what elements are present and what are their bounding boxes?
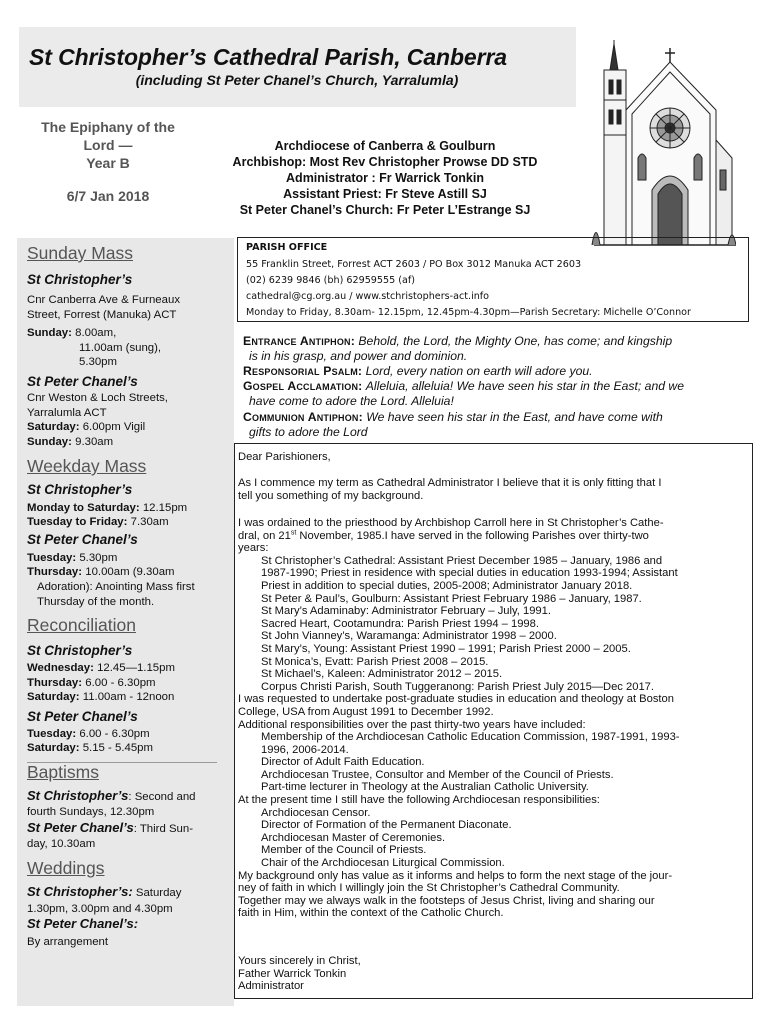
time-value: 10.00am (9.30am [85, 566, 175, 578]
parish-entry: Priest in addition to special duties, 2005-2008; Administrator January 2018. [261, 579, 633, 592]
office-heading: PARISH OFFICE [246, 242, 328, 253]
reconciliation-heading: Reconciliation [27, 615, 136, 635]
feast-line: The Epiphany of the [41, 119, 175, 135]
day-label: Tuesday to Friday: [27, 516, 128, 528]
sunday-stc-address: Street, Forrest (Manuka) ACT [27, 309, 177, 321]
reconciliation-spc-name: St Peter Chanel’s [27, 709, 138, 724]
feast-line: Lord — [83, 137, 133, 153]
letter-greeting: Dear Parishioners, [238, 451, 331, 463]
page-subtitle: (including St Peter Chanel’s Church, Yarralumla) [135, 72, 459, 88]
time-value: 12.15pm [142, 502, 188, 514]
office-phone: (02) 6239 9846 (bh) 62959555 (af) [246, 275, 416, 286]
day-label: Saturday: [27, 742, 80, 754]
letter-paragraph [238, 477, 750, 502]
antiphon-text: Lord, every nation on earth will adore you. [365, 364, 593, 378]
time-value: 7.30am [130, 516, 169, 528]
reconciliation-line [27, 661, 175, 676]
weddings-heading: Weddings [27, 858, 105, 878]
letter-line: ney of faith in which I willingly join the St Christopher’s Cathedral Community. [238, 882, 620, 895]
weekday-stc-line [27, 515, 169, 530]
antiphon-label: Gospel Acclamation: [243, 379, 363, 393]
time-value: 5.30pm [79, 552, 118, 564]
page-title: St Christopher’s Cathedral Parish, Canberra [29, 44, 507, 70]
parish-entry: St Mary’s, Young: Assistant Priest 1990 – 1991; Parish Priest 2000 – 2005. [261, 642, 631, 655]
baptisms-spc-text: day, 10.30am [27, 838, 96, 850]
responsibility-entry: Membership of the Archdiocesan Catholic Education Commission, 1987-1991, 1993- [261, 731, 680, 744]
time-value: 6.00 - 6.30pm [79, 728, 150, 740]
sunday-stc-times [27, 326, 116, 341]
weekday-stc-line [27, 501, 187, 516]
weekday-spc-line: Thursday of the month. [37, 596, 155, 608]
sunday-stc-address: Cnr Canberra Ave & Furneaux [27, 294, 181, 306]
church-name: St Peter Chanel’s: [27, 916, 139, 931]
ordinal-suffix: st [290, 528, 297, 536]
diocese-line: Administrator : Fr Warrick Tonkin [286, 171, 484, 185]
time-value: 11.00am - 12noon [82, 691, 175, 703]
responsibility-entry: Chair of the Archdiocesan Liturgical Commission. [261, 857, 505, 870]
responsibility-entry: Director of Formation of the Permanent Diaconate. [261, 819, 512, 832]
responsibility-entry: Archdiocesan Master of Ceremonies. [261, 831, 446, 844]
antiphon-label: Responsorial Psalm: [243, 364, 363, 378]
entrance-antiphon [243, 334, 753, 349]
time-value: 6.00pm Vigil [82, 421, 146, 433]
diocese-line: Archdiocese of Canberra & Goulburn [274, 139, 496, 153]
church-name: St Peter Chanel’s [27, 820, 134, 835]
weekday-spc-line [27, 551, 117, 566]
sunday-mass-heading: Sunday Mass [27, 243, 134, 263]
sunday-stc-name: St Christopher’s [27, 272, 133, 287]
reconciliation-stc-name: St Christopher’s [27, 643, 133, 658]
church-name: St Christopher’s: [27, 884, 133, 899]
baptisms-stc [27, 789, 196, 805]
parish-entry: Corpus Christi Parish, South Tuggeranong: Parish Priest July 2015—Dec 2017. [261, 680, 655, 693]
letter-line: As I commence my term as Cathedral Administrator I believe that it is only fitting that I [238, 477, 662, 489]
antiphon-text: is in his grasp, and power and dominion. [249, 349, 468, 363]
weddings-stc-text: 1.30pm, 3.00pm and 4.30pm [27, 903, 173, 915]
baptism-text: : Third Sun- [133, 823, 194, 835]
letter-line: years: [238, 542, 269, 555]
antiphon-text: We have seen his star in the East, and have come with [366, 410, 663, 424]
sunday-spc-address: Yarralumla ACT [27, 407, 107, 419]
letter-line: I was requested to undertake post-graduate studies in education and theology at Boston [238, 693, 674, 706]
communion-antiphon [243, 410, 753, 425]
letter-signature [238, 955, 750, 993]
letter-line: College, USA from August 1991 to December 1992. [238, 705, 494, 718]
antiphon-text: have come to adore the Lord. Alleluia! [249, 394, 454, 408]
sunday-spc-name: St Peter Chanel’s [27, 374, 138, 389]
office-hours: Monday to Friday, 8.30am- 12.15pm, 12.45pm-4.30pm—Parish Secretary: Michelle O’Connor [246, 307, 691, 318]
antiphon-text: Behold, the Lord, the Mighty One, has come; and kingship [358, 334, 673, 348]
parish-entry: St Mary’s Adaminaby: Administrator February – July, 1991. [261, 605, 551, 618]
diocese-line: St Peter Chanel’s Church: Fr Peter L’Estrange SJ [239, 203, 531, 217]
parish-entry: St Christopher’s Cathedral: Assistant Priest December 1985 – January, 1986 and [261, 554, 663, 567]
feast-title [28, 118, 188, 172]
day-label: Saturday: [27, 691, 80, 703]
day-label: Wednesday: [27, 662, 94, 674]
day-label: Saturday: [27, 421, 80, 433]
letter-closing: Yours sincerely in Christ, [238, 955, 361, 967]
letter-line: At the present time I still have the following Archdiocesan responsibilities: [238, 794, 600, 807]
reconciliation-line [27, 741, 153, 756]
sunday-spc-saturday [27, 420, 145, 435]
responsibility-entry: 1996, 2006-2014. [261, 743, 349, 756]
weekday-spc-line: Adoration): Anointing Mass first [37, 581, 195, 593]
baptisms-heading: Baptisms [27, 762, 99, 782]
letter-text: dral, on 21 [238, 529, 291, 542]
day-label: Sunday: [27, 327, 72, 339]
letter-line: My background only has value as it informs and helps to form the next stage of the jour- [238, 869, 673, 882]
church-name: St Christopher’s [27, 788, 129, 803]
weekday-stc-name: St Christopher’s [27, 482, 133, 497]
letter-paragraph [238, 517, 750, 920]
time-value: 6.00 - 6.30pm [85, 677, 156, 689]
weddings-spc-text: By arrangement [27, 936, 109, 948]
responsibility-entry: Archdiocesan Censor. [261, 806, 371, 819]
weddings-spc [27, 917, 138, 933]
diocese-info [205, 138, 565, 218]
baptisms-stc-text: fourth Sundays, 12.30pm [27, 806, 155, 818]
parish-entry: 1987-1990; Priest in residence with special duties in education 1993-1994; Assistant [261, 567, 678, 580]
time-value: 8.00am, [75, 327, 117, 339]
baptism-text: : Second and [128, 791, 196, 803]
letter-line: faith in Him, within the context of the Catholic Church. [238, 907, 504, 920]
day-label: Sunday: [27, 436, 72, 448]
feast-line: Year B [86, 155, 130, 171]
responsibility-entry: Director of Adult Faith Education. [261, 756, 425, 769]
diocese-line: Archbishop: Most Rev Christopher Prowse DD STD [232, 155, 538, 169]
responsibility-entry: Archdiocesan Trustee, Consultor and Member of the Council of Priests. [261, 768, 614, 781]
reconciliation-line [27, 690, 174, 705]
antiphon-label: Entrance Antiphon: [243, 334, 356, 348]
signatory-title: Administrator [238, 980, 304, 993]
sunday-spc-address: Cnr Weston & Loch Streets, [27, 392, 168, 404]
office-web[interactable]: cathedral@cg.org.au / www.stchristophers-act.info [246, 291, 490, 302]
responsibility-entry: Member of the Council of Priests. [261, 844, 427, 857]
letter-line [238, 530, 750, 543]
reconciliation-line [27, 676, 156, 691]
feast-date: 6/7 Jan 2018 [66, 188, 150, 204]
parish-entry: St Monica’s, Evatt: Parish Priest 2008 – 2015. [261, 655, 489, 668]
gospel-acclamation [243, 379, 753, 394]
antiphon-text: Alleluia, alleluia! We have seen his star in the East; and we [365, 379, 684, 393]
parish-entry: St John Vianney’s, Waramanga: Administrator 1998 – 2000. [261, 630, 557, 643]
weekday-spc-line [27, 565, 175, 580]
time-value: 11.00am (sung), [79, 342, 162, 354]
time-value: 9.30am [75, 436, 114, 448]
letter-line: I was ordained to the priesthood by Archbishop Carroll here in St Christopher’s Cathe- [238, 517, 664, 529]
responsorial-psalm [243, 364, 753, 379]
letter-line: Additional responsibilities over the past thirty-two years have included: [238, 718, 586, 731]
antiphon-text: gifts to adore the Lord [249, 425, 368, 439]
day-label: Thursday: [27, 677, 83, 689]
time-value: 5.15 - 5.45pm [82, 742, 154, 754]
day-label: Thursday: [27, 566, 83, 578]
parish-entry: St Peter & Paul’s, Goulburn: Assistant Priest February 1986 – January, 1987. [261, 592, 642, 605]
reconciliation-line [27, 727, 150, 742]
sunday-spc-sunday [27, 435, 113, 450]
time-value: 12.45—1.15pm [97, 662, 175, 674]
weddings-stc [27, 885, 181, 901]
responsibility-entry: Part-time lecturer in Theology at the Australian Catholic University. [261, 781, 589, 794]
signatory-name: Father Warrick Tonkin [238, 967, 347, 980]
letter-line: tell you something of my background. [238, 489, 424, 502]
letter-line: Together may we always walk in the footsteps of Jesus Christ, living and sharing our [238, 894, 655, 907]
time-value: 5.30pm [79, 356, 117, 368]
diocese-line: Assistant Priest: Fr Steve Astill SJ [283, 187, 487, 201]
letter-text: November, 1985.I have served in the following Parishes over thirty-two [296, 529, 649, 542]
baptisms-spc [27, 821, 193, 837]
day-label: Monday to Saturday: [27, 502, 140, 514]
day-label: Tuesday: [27, 552, 77, 564]
parish-entry: Sacred Heart, Cootamundra: Parish Priest 1994 – 1998. [261, 617, 539, 630]
parish-entry: St Michael’s, Kaleen: Administrator 2012 – 2015. [261, 668, 503, 681]
parish-office-box [237, 237, 749, 322]
wedding-text: Saturday [132, 887, 182, 899]
weekday-spc-name: St Peter Chanel’s [27, 532, 138, 547]
antiphon-label: Communion Antiphon: [243, 410, 363, 424]
cathedral-drawing [590, 40, 736, 250]
day-label: Tuesday: [27, 728, 77, 740]
weekday-mass-heading: Weekday Mass [27, 456, 147, 476]
office-address: 55 Franklin Street, Forrest ACT 2603 / PO Box 3012 Manuka ACT 2603 [246, 259, 582, 270]
